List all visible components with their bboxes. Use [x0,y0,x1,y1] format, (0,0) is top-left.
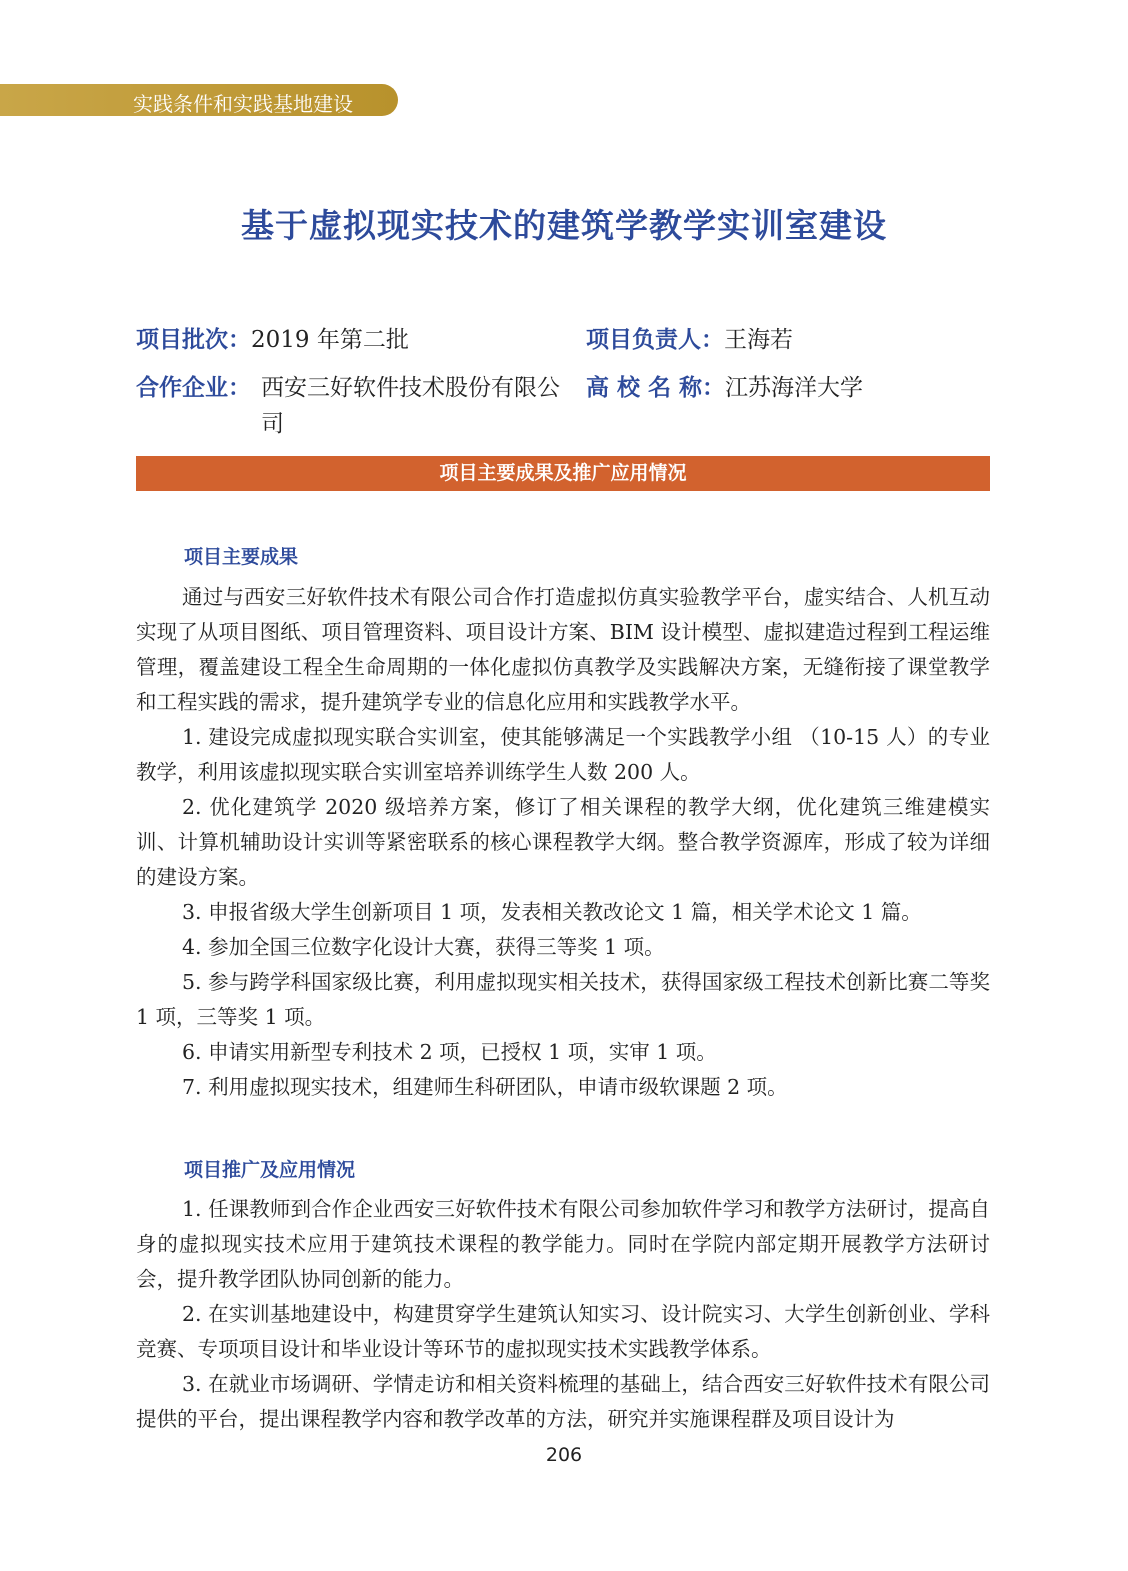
section-header-label: 实践条件和实践基地建设 [133,92,353,116]
promotion-heading: 项目推广及应用情况 [184,1159,356,1181]
page-number: 206 [545,1444,583,1466]
paragraph: 3. 申报省级大学生创新项目 1 项，发表相关教改论文 1 篇，相关学术论文 1 篇。 [182,900,922,924]
paragraph: 2. 优化建筑学 2020 级培养方案，修订了相关课程的教学大纲，优化建筑三维建模实训、计算机辅助设计实训等紧密联系的核心课程教学大纲。整合教学资源库，形成了较为详细的建设方案。 [136,795,990,889]
company-value: 西安三好软件技术股份有限公司 [261,375,560,437]
paragraph: 3. 在就业市场调研、学情走访和相关资料梳理的基础上，结合西安三好软件技术有限公司提供的平台，提出课程教学内容和教学改革的方法，研究并实施课程群及项目设计为 [136,1372,990,1431]
promotion-body [136,1192,990,1437]
achievements-body [136,580,990,1105]
paragraph: 6. 申请实用新型专利技术 2 项，已授权 1 项，实审 1 项。 [182,1040,717,1064]
paragraph: 1. 任课教师到合作企业西安三好软件技术有限公司参加软件学习和教学方法研讨，提高自身的虚拟现实技术应用于建筑技术课程的教学能力。同时在学院内部定期开展教学方法研讨会，提升教学团队协同创新的能力。 [136,1197,990,1291]
paragraph: 5. 参与跨学科国家级比赛，利用虚拟现实相关技术，获得国家级工程技术创新比赛二等奖 1 项，三等奖 1 项。 [136,970,990,1029]
school-value: 江苏海洋大学 [725,375,864,401]
batch-value: 2019 年第二批 [251,327,409,353]
section-bar [136,456,990,491]
section-bar-title: 项目主要成果及推广应用情况 [439,462,687,484]
meta-leader [586,322,793,358]
meta-batch [136,322,409,358]
meta-school [586,370,863,406]
page-title: 基于虚拟现实技术的建筑学教学实训室建设 [241,206,887,245]
batch-label: 项目批次： [136,327,251,353]
paragraph: 4. 参加全国三位数字化设计大赛，获得三等奖 1 项。 [182,935,665,959]
paragraph: 1. 建设完成虚拟现实联合实训室，使其能够满足一个实践教学小组 （10-15 人）的专业教学，利用该虚拟现实联合实训室培养训练学生人数 200 人。 [136,725,990,784]
school-label: 高 校 名 称： [586,375,726,401]
achievements-heading: 项目主要成果 [184,546,299,568]
meta-company [136,370,576,442]
leader-label: 项目负责人： [586,327,724,353]
section-header-band [0,84,398,116]
paragraph: 2. 在实训基地建设中，构建贯穿学生建筑认知实习、设计院实习、大学生创新创业、学科竞赛、专项项目设计和毕业设计等环节的虚拟现实技术实践教学体系。 [136,1302,990,1361]
company-label: 合作企业： [136,375,251,401]
paragraph: 7. 利用虚拟现实技术，组建师生科研团队，申请市级软课题 2 项。 [182,1075,788,1099]
paragraph: 通过与西安三好软件技术有限公司合作打造虚拟仿真实验教学平台，虚实结合、人机互动实现了从项目图纸、项目管理资料、项目设计方案、BIM 设计模型、虚拟建造过程到工程运维管理，覆盖建设工程全生命周期的一体化虚拟仿真教学及实践解决方案，无缝衔接了课堂教学和工程实践的需求，提升建筑学专业的信息化应用和实践教学水平。 [136,585,990,714]
leader-value: 王海若 [724,327,793,353]
